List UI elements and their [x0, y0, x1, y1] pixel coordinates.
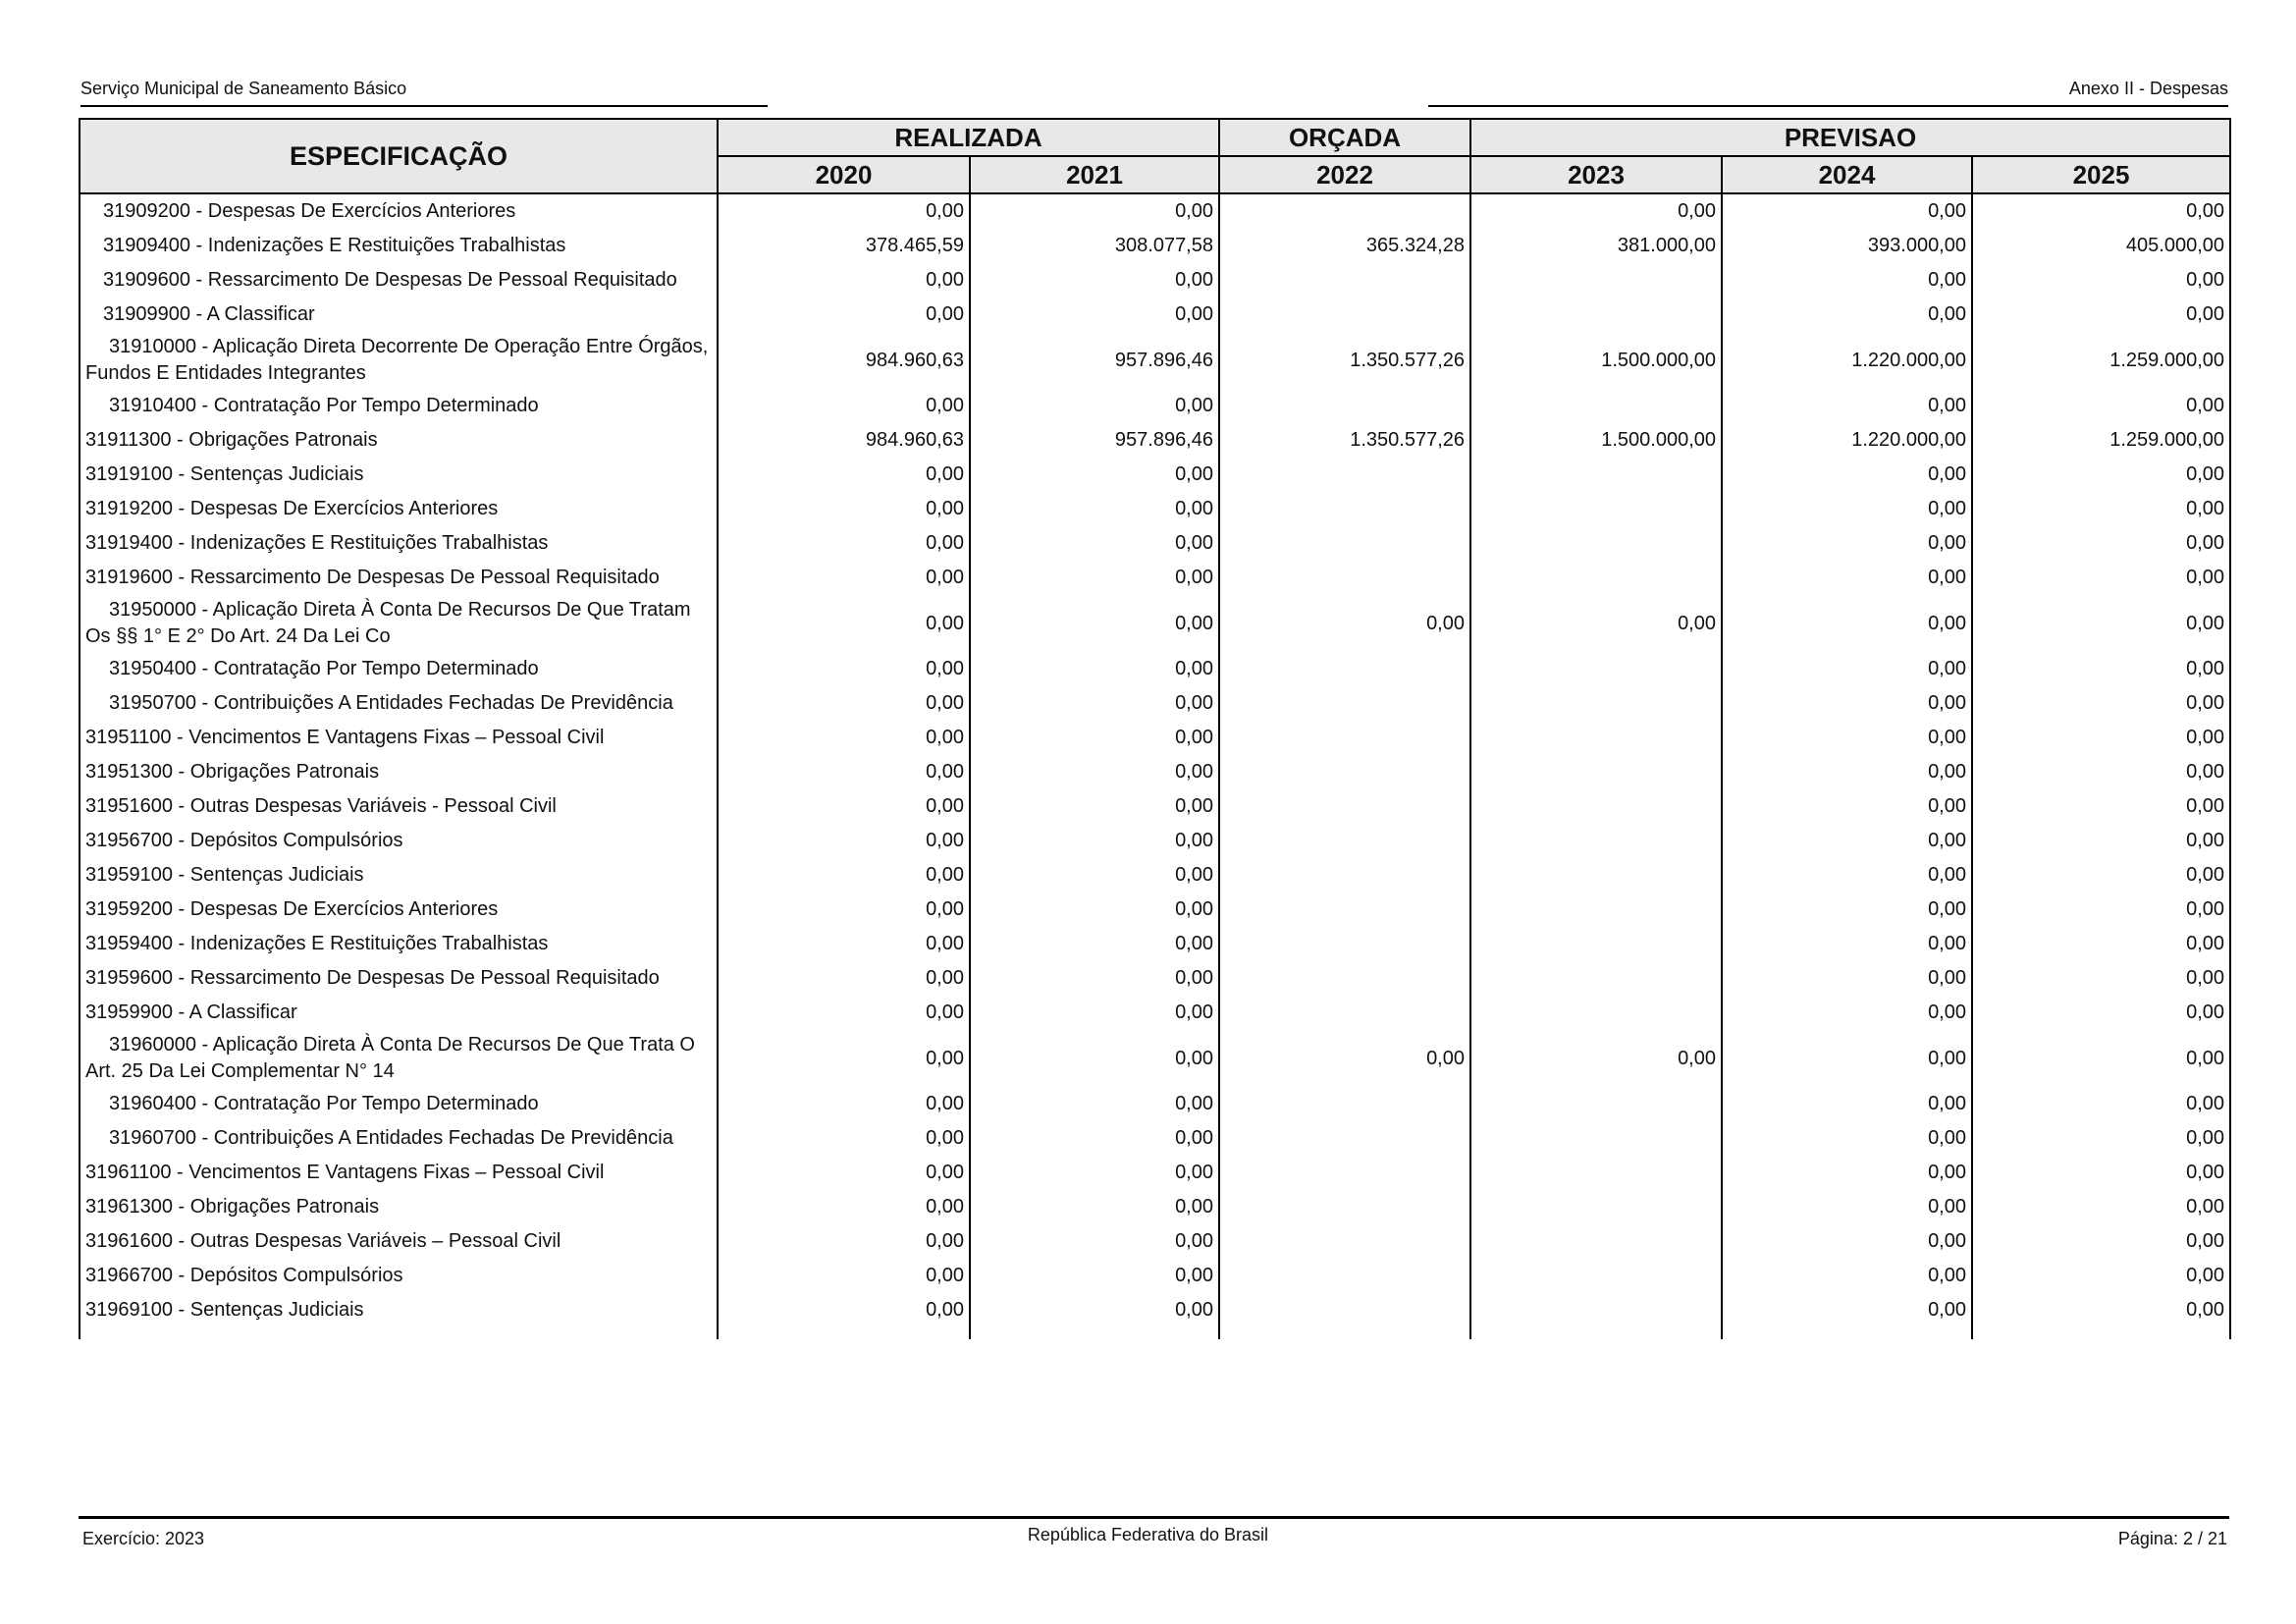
value-cell-2021: 0,00	[970, 526, 1219, 561]
value-cell-2022	[1219, 1190, 1470, 1224]
value-cell-2021: 308.077,58	[970, 229, 1219, 263]
value-cell-2022: 0,00	[1219, 595, 1470, 652]
row-specification	[80, 824, 718, 858]
value-cell-2022: 1.350.577,26	[1219, 423, 1470, 458]
row-description: 31951600 - Outras Despesas Variáveis - Pessoal Civil	[85, 795, 557, 817]
value-cell-2021: 0,00	[970, 263, 1219, 298]
row-description: 31959200 - Despesas De Exercícios Anteriores	[85, 898, 499, 920]
value-cell-2020: 0,00	[718, 526, 970, 561]
value-cell-2024: 0,00	[1722, 458, 1972, 492]
value-cell-2025: 0,00	[1972, 961, 2230, 996]
row-specification	[80, 561, 718, 595]
row-description: 31909200 - Despesas De Exercícios Anteriores	[103, 200, 516, 222]
row-description: 31959100 - Sentenças Judiciais	[85, 864, 364, 886]
value-cell-2020: 0,00	[718, 1121, 970, 1156]
value-cell-2024: 0,00	[1722, 492, 1972, 526]
table-row	[80, 458, 2230, 492]
value-cell-2021: 0,00	[970, 595, 1219, 652]
value-cell-2021: 0,00	[970, 755, 1219, 789]
value-cell-2025: 0,00	[1972, 996, 2230, 1030]
table-row	[80, 423, 2230, 458]
row-specification	[80, 1156, 718, 1190]
row-description: 31961600 - Outras Despesas Variáveis – Pessoal Civil	[85, 1230, 561, 1252]
value-cell-2024: 0,00	[1722, 1030, 1972, 1087]
value-cell-2021: 0,00	[970, 389, 1219, 423]
table-row	[80, 1224, 2230, 1259]
row-specification	[80, 1121, 718, 1156]
row-description: 31910400 - Contratação Por Tempo Determinado	[109, 395, 539, 416]
value-cell-2023	[1470, 1224, 1722, 1259]
table-row	[80, 721, 2230, 755]
table-row	[80, 824, 2230, 858]
row-description: 31950700 - Contribuições A Entidades Fechadas De Previdência	[109, 692, 673, 714]
table-row	[80, 686, 2230, 721]
value-cell-2023: 381.000,00	[1470, 229, 1722, 263]
value-cell-2025: 0,00	[1972, 1121, 2230, 1156]
value-cell-2023	[1470, 492, 1722, 526]
value-cell-2020: 378.465,59	[718, 229, 970, 263]
value-cell-2024: 0,00	[1722, 755, 1972, 789]
row-specification	[80, 893, 718, 927]
value-cell-2022	[1219, 1156, 1470, 1190]
row-description: 31951300 - Obrigações Patronais	[85, 761, 380, 783]
row-specification	[80, 858, 718, 893]
table-row	[80, 893, 2230, 927]
row-specification	[80, 423, 718, 458]
value-cell-2024: 1.220.000,00	[1722, 423, 1972, 458]
value-cell-2024: 0,00	[1722, 893, 1972, 927]
value-cell-2022	[1219, 492, 1470, 526]
value-cell-2020: 0,00	[718, 893, 970, 927]
value-cell-2024: 0,00	[1722, 298, 1972, 332]
value-cell-2020: 0,00	[718, 858, 970, 893]
value-cell-2025: 0,00	[1972, 824, 2230, 858]
table-body	[80, 193, 2230, 1339]
value-cell-2025: 0,00	[1972, 652, 2230, 686]
row-description: 31909900 - A Classificar	[103, 303, 315, 325]
header-organization: Serviço Municipal de Saneamento Básico	[80, 79, 768, 107]
value-cell-2024: 0,00	[1722, 1293, 1972, 1339]
value-cell-2021: 0,00	[970, 492, 1219, 526]
row-description: 31956700 - Depósitos Compulsórios	[85, 830, 403, 851]
value-cell-2025: 0,00	[1972, 1030, 2230, 1087]
value-cell-2023: 1.500.000,00	[1470, 423, 1722, 458]
value-cell-2025: 1.259.000,00	[1972, 332, 2230, 389]
value-cell-2024: 0,00	[1722, 193, 1972, 229]
value-cell-2021: 0,00	[970, 721, 1219, 755]
value-cell-2020: 0,00	[718, 1030, 970, 1087]
column-header-year: 2023	[1470, 156, 1722, 193]
row-description: 31959400 - Indenizações E Restituições Trabalhistas	[85, 933, 549, 954]
value-cell-2024: 0,00	[1722, 686, 1972, 721]
table-row	[80, 298, 2230, 332]
row-description: 31966700 - Depósitos Compulsórios	[85, 1265, 403, 1286]
row-description: 31960400 - Contratação Por Tempo Determinado	[109, 1093, 539, 1114]
row-specification	[80, 332, 718, 389]
table-row	[80, 332, 2230, 389]
value-cell-2023	[1470, 526, 1722, 561]
row-specification	[80, 492, 718, 526]
row-description: 31910000 - Aplicação Direta Decorrente De Operação Entre Órgãos, Fundos E Entidades Integrantes	[85, 336, 709, 384]
table-row	[80, 492, 2230, 526]
value-cell-2021: 0,00	[970, 652, 1219, 686]
table-row	[80, 789, 2230, 824]
value-cell-2023	[1470, 893, 1722, 927]
row-description: 31911300 - Obrigações Patronais	[85, 429, 378, 451]
value-cell-2021: 957.896,46	[970, 332, 1219, 389]
value-cell-2024: 0,00	[1722, 927, 1972, 961]
value-cell-2021: 0,00	[970, 858, 1219, 893]
value-cell-2021: 0,00	[970, 1030, 1219, 1087]
value-cell-2020: 0,00	[718, 1224, 970, 1259]
value-cell-2020: 984.960,63	[718, 423, 970, 458]
value-cell-2022	[1219, 389, 1470, 423]
row-description: 31961100 - Vencimentos E Vantagens Fixas – Pessoal Civil	[85, 1162, 605, 1183]
value-cell-2022	[1219, 927, 1470, 961]
value-cell-2020: 0,00	[718, 789, 970, 824]
row-description: 31919400 - Indenizações E Restituições Trabalhistas	[85, 532, 549, 554]
value-cell-2021: 0,00	[970, 686, 1219, 721]
row-specification	[80, 1259, 718, 1293]
table-row	[80, 1190, 2230, 1224]
value-cell-2023	[1470, 1156, 1722, 1190]
value-cell-2020: 0,00	[718, 458, 970, 492]
value-cell-2025: 0,00	[1972, 1224, 2230, 1259]
value-cell-2023	[1470, 1293, 1722, 1339]
value-cell-2020: 0,00	[718, 927, 970, 961]
value-cell-2025: 0,00	[1972, 1259, 2230, 1293]
value-cell-2021: 0,00	[970, 893, 1219, 927]
value-cell-2025: 0,00	[1972, 263, 2230, 298]
value-cell-2025: 0,00	[1972, 1087, 2230, 1121]
group-header-realizada: REALIZADA	[718, 119, 1219, 156]
row-specification	[80, 961, 718, 996]
value-cell-2020: 0,00	[718, 1259, 970, 1293]
row-specification	[80, 755, 718, 789]
table-row	[80, 961, 2230, 996]
row-specification	[80, 229, 718, 263]
row-description: 31919200 - Despesas De Exercícios Anteriores	[85, 498, 499, 519]
value-cell-2022	[1219, 526, 1470, 561]
table-row	[80, 755, 2230, 789]
value-cell-2020: 0,00	[718, 961, 970, 996]
value-cell-2020: 0,00	[718, 595, 970, 652]
table-row	[80, 561, 2230, 595]
value-cell-2022	[1219, 996, 1470, 1030]
value-cell-2021: 0,00	[970, 1293, 1219, 1339]
value-cell-2025: 0,00	[1972, 1156, 2230, 1190]
column-header-year: 2024	[1722, 156, 1972, 193]
value-cell-2024: 0,00	[1722, 721, 1972, 755]
value-cell-2024: 0,00	[1722, 824, 1972, 858]
value-cell-2020: 0,00	[718, 492, 970, 526]
value-cell-2022	[1219, 458, 1470, 492]
value-cell-2021: 0,00	[970, 927, 1219, 961]
table-row	[80, 996, 2230, 1030]
value-cell-2024: 0,00	[1722, 1190, 1972, 1224]
row-description: 31919600 - Ressarcimento De Despesas De Pessoal Requisitado	[85, 567, 660, 588]
value-cell-2024: 0,00	[1722, 263, 1972, 298]
value-cell-2020: 0,00	[718, 755, 970, 789]
value-cell-2025: 0,00	[1972, 686, 2230, 721]
row-specification	[80, 389, 718, 423]
group-header-previsao: PREVISAO	[1470, 119, 2230, 156]
row-specification	[80, 1293, 718, 1339]
value-cell-2025: 0,00	[1972, 561, 2230, 595]
value-cell-2024: 0,00	[1722, 1087, 1972, 1121]
value-cell-2024: 0,00	[1722, 1224, 1972, 1259]
table-row	[80, 858, 2230, 893]
value-cell-2021: 0,00	[970, 561, 1219, 595]
value-cell-2022	[1219, 193, 1470, 229]
value-cell-2021: 0,00	[970, 298, 1219, 332]
value-cell-2024: 0,00	[1722, 1121, 1972, 1156]
row-specification	[80, 927, 718, 961]
table-row	[80, 1121, 2230, 1156]
value-cell-2020: 0,00	[718, 1087, 970, 1121]
value-cell-2024: 0,00	[1722, 858, 1972, 893]
value-cell-2023	[1470, 561, 1722, 595]
value-cell-2023	[1470, 298, 1722, 332]
value-cell-2022	[1219, 561, 1470, 595]
value-cell-2020: 0,00	[718, 193, 970, 229]
value-cell-2025: 0,00	[1972, 193, 2230, 229]
row-specification	[80, 1030, 718, 1087]
value-cell-2022	[1219, 1121, 1470, 1156]
value-cell-2023: 1.500.000,00	[1470, 332, 1722, 389]
footer-country: República Federativa do Brasil	[1027, 1525, 1269, 1544]
row-description: 31960700 - Contribuições A Entidades Fechadas De Previdência	[109, 1127, 673, 1149]
value-cell-2023	[1470, 686, 1722, 721]
value-cell-2020: 984.960,63	[718, 332, 970, 389]
table-row	[80, 595, 2230, 652]
table-row	[80, 1293, 2230, 1339]
group-header-orcada: ORÇADA	[1219, 119, 1470, 156]
value-cell-2020: 0,00	[718, 686, 970, 721]
row-description: 31909600 - Ressarcimento De Despesas De Pessoal Requisitado	[103, 269, 677, 291]
column-header-specification: ESPECIFICAÇÃO	[80, 119, 718, 193]
table-row	[80, 526, 2230, 561]
value-cell-2023	[1470, 1121, 1722, 1156]
row-specification	[80, 1087, 718, 1121]
table-row	[80, 1259, 2230, 1293]
value-cell-2023	[1470, 458, 1722, 492]
value-cell-2023	[1470, 789, 1722, 824]
row-specification	[80, 686, 718, 721]
value-cell-2024: 0,00	[1722, 789, 1972, 824]
value-cell-2022	[1219, 721, 1470, 755]
value-cell-2023	[1470, 721, 1722, 755]
value-cell-2024: 0,00	[1722, 652, 1972, 686]
value-cell-2023	[1470, 755, 1722, 789]
value-cell-2025: 1.259.000,00	[1972, 423, 2230, 458]
row-specification	[80, 652, 718, 686]
row-specification	[80, 193, 718, 229]
value-cell-2025: 0,00	[1972, 858, 2230, 893]
value-cell-2023	[1470, 996, 1722, 1030]
value-cell-2021: 0,00	[970, 1190, 1219, 1224]
value-cell-2023	[1470, 858, 1722, 893]
value-cell-2020: 0,00	[718, 389, 970, 423]
row-description: 31919100 - Sentenças Judiciais	[85, 463, 364, 485]
value-cell-2022	[1219, 789, 1470, 824]
value-cell-2022	[1219, 755, 1470, 789]
value-cell-2023: 0,00	[1470, 1030, 1722, 1087]
value-cell-2023	[1470, 1087, 1722, 1121]
value-cell-2023: 0,00	[1470, 193, 1722, 229]
table-row	[80, 652, 2230, 686]
value-cell-2025: 0,00	[1972, 492, 2230, 526]
value-cell-2021: 957.896,46	[970, 423, 1219, 458]
value-cell-2023	[1470, 652, 1722, 686]
row-specification	[80, 1190, 718, 1224]
value-cell-2025: 0,00	[1972, 298, 2230, 332]
value-cell-2022	[1219, 858, 1470, 893]
value-cell-2023	[1470, 961, 1722, 996]
value-cell-2023	[1470, 927, 1722, 961]
value-cell-2022	[1219, 824, 1470, 858]
value-cell-2022	[1219, 1087, 1470, 1121]
value-cell-2020: 0,00	[718, 721, 970, 755]
value-cell-2021: 0,00	[970, 1156, 1219, 1190]
row-description: 31950000 - Aplicação Direta À Conta De Recursos De Que Tratam Os §§ 1° E 2° Do Art. 24 Da Lei Co	[85, 599, 691, 647]
value-cell-2022	[1219, 686, 1470, 721]
value-cell-2025: 0,00	[1972, 893, 2230, 927]
value-cell-2021: 0,00	[970, 458, 1219, 492]
row-specification	[80, 789, 718, 824]
value-cell-2022	[1219, 1224, 1470, 1259]
row-description: 31969100 - Sentenças Judiciais	[85, 1299, 364, 1321]
value-cell-2025: 0,00	[1972, 1190, 2230, 1224]
row-specification	[80, 996, 718, 1030]
expenses-table	[79, 118, 2231, 1339]
value-cell-2022	[1219, 893, 1470, 927]
value-cell-2024: 0,00	[1722, 526, 1972, 561]
value-cell-2025: 0,00	[1972, 595, 2230, 652]
value-cell-2025: 0,00	[1972, 526, 2230, 561]
column-header-year: 2021	[970, 156, 1219, 193]
row-specification	[80, 595, 718, 652]
value-cell-2024: 1.220.000,00	[1722, 332, 1972, 389]
table-row	[80, 389, 2230, 423]
table-row	[80, 1030, 2230, 1087]
value-cell-2020: 0,00	[718, 1293, 970, 1339]
value-cell-2020: 0,00	[718, 263, 970, 298]
value-cell-2020: 0,00	[718, 1156, 970, 1190]
value-cell-2024: 0,00	[1722, 1156, 1972, 1190]
value-cell-2021: 0,00	[970, 961, 1219, 996]
value-cell-2021: 0,00	[970, 789, 1219, 824]
value-cell-2023	[1470, 824, 1722, 858]
value-cell-2025: 0,00	[1972, 389, 2230, 423]
footer-fiscal-year: Exercício: 2023	[82, 1529, 205, 1548]
table-row	[80, 1087, 2230, 1121]
value-cell-2024: 0,00	[1722, 389, 1972, 423]
value-cell-2023: 0,00	[1470, 595, 1722, 652]
table-row	[80, 927, 2230, 961]
row-description: 31950400 - Contratação Por Tempo Determinado	[109, 658, 539, 679]
value-cell-2023	[1470, 1190, 1722, 1224]
value-cell-2020: 0,00	[718, 298, 970, 332]
table-row	[80, 1156, 2230, 1190]
value-cell-2022: 1.350.577,26	[1219, 332, 1470, 389]
value-cell-2020: 0,00	[718, 824, 970, 858]
row-description: 31961300 - Obrigações Patronais	[85, 1196, 380, 1218]
row-specification	[80, 721, 718, 755]
row-specification	[80, 263, 718, 298]
row-specification	[80, 526, 718, 561]
column-header-year: 2022	[1219, 156, 1470, 193]
value-cell-2021: 0,00	[970, 996, 1219, 1030]
value-cell-2024: 0,00	[1722, 1259, 1972, 1293]
value-cell-2021: 0,00	[970, 824, 1219, 858]
value-cell-2024: 0,00	[1722, 996, 1972, 1030]
value-cell-2024: 393.000,00	[1722, 229, 1972, 263]
value-cell-2020: 0,00	[718, 561, 970, 595]
value-cell-2020: 0,00	[718, 996, 970, 1030]
table-row	[80, 263, 2230, 298]
row-description: 31951100 - Vencimentos E Vantagens Fixas – Pessoal Civil	[85, 727, 605, 748]
footer-page-number: Página: 2 / 21	[2117, 1529, 2227, 1548]
value-cell-2025: 0,00	[1972, 789, 2230, 824]
value-cell-2022	[1219, 263, 1470, 298]
value-cell-2021: 0,00	[970, 1087, 1219, 1121]
header-annex-title: Anexo II - Despesas	[1428, 79, 2228, 107]
row-description: 31959900 - A Classificar	[85, 1001, 297, 1023]
value-cell-2021: 0,00	[970, 1121, 1219, 1156]
value-cell-2020: 0,00	[718, 652, 970, 686]
table-row	[80, 193, 2230, 229]
row-specification	[80, 1224, 718, 1259]
value-cell-2024: 0,00	[1722, 595, 1972, 652]
value-cell-2022: 0,00	[1219, 1030, 1470, 1087]
value-cell-2022: 365.324,28	[1219, 229, 1470, 263]
value-cell-2023	[1470, 1259, 1722, 1293]
value-cell-2025: 405.000,00	[1972, 229, 2230, 263]
value-cell-2023	[1470, 263, 1722, 298]
value-cell-2022	[1219, 652, 1470, 686]
row-description: 31960000 - Aplicação Direta À Conta De Recursos De Que Trata O Art. 25 Da Lei Complementar N° 14	[85, 1034, 695, 1082]
value-cell-2025: 0,00	[1972, 458, 2230, 492]
value-cell-2022	[1219, 1259, 1470, 1293]
value-cell-2021: 0,00	[970, 193, 1219, 229]
column-header-year: 2020	[718, 156, 970, 193]
value-cell-2022	[1219, 961, 1470, 996]
footer-divider	[79, 1516, 2229, 1519]
value-cell-2022	[1219, 298, 1470, 332]
value-cell-2020: 0,00	[718, 1190, 970, 1224]
value-cell-2025: 0,00	[1972, 721, 2230, 755]
value-cell-2024: 0,00	[1722, 561, 1972, 595]
value-cell-2021: 0,00	[970, 1224, 1219, 1259]
value-cell-2022	[1219, 1293, 1470, 1339]
value-cell-2024: 0,00	[1722, 961, 1972, 996]
column-header-year: 2025	[1972, 156, 2230, 193]
value-cell-2021: 0,00	[970, 1259, 1219, 1293]
value-cell-2025: 0,00	[1972, 755, 2230, 789]
row-specification	[80, 298, 718, 332]
value-cell-2023	[1470, 389, 1722, 423]
row-description: 31909400 - Indenizações E Restituições Trabalhistas	[103, 235, 566, 256]
table-row	[80, 229, 2230, 263]
value-cell-2025: 0,00	[1972, 1293, 2230, 1339]
row-specification	[80, 458, 718, 492]
row-description: 31959600 - Ressarcimento De Despesas De Pessoal Requisitado	[85, 967, 660, 989]
value-cell-2025: 0,00	[1972, 927, 2230, 961]
